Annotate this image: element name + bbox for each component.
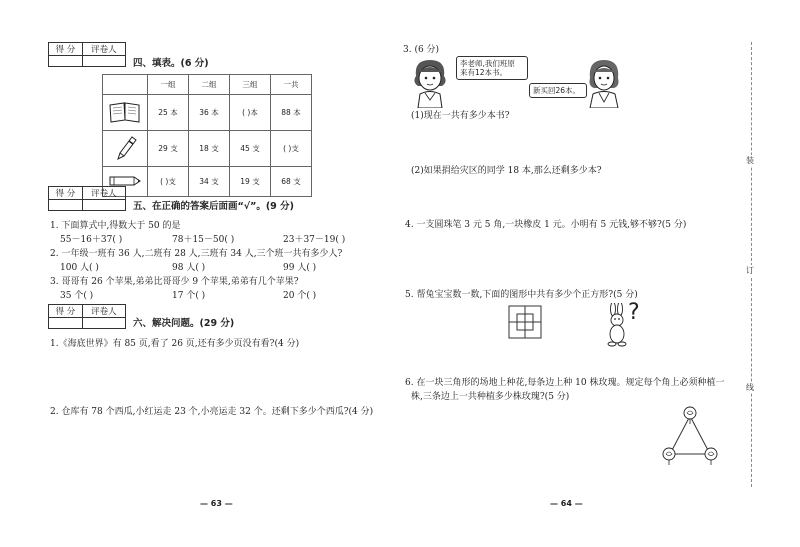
bubble-line: 李老师,我们班原 (460, 59, 515, 68)
answer-option[interactable]: 35 个( ) (60, 291, 94, 301)
question-text: 1.《海底世界》有 85 页,看了 26 页,还有多少页没有看?(4 分) (50, 339, 300, 349)
table-header: 一共 (271, 75, 312, 95)
page-number: — 63 — (200, 499, 233, 508)
table-header: 三组 (230, 75, 271, 95)
table-cell: 45 支 (230, 131, 271, 167)
answer-option[interactable]: 17 个( ) (172, 291, 206, 301)
table-blank-cell[interactable]: ( )支 (148, 167, 189, 197)
question-text: 4. 一支圆珠笔 3 元 5 角,一块橡皮 1 元。小明有 5 元钱,够不够?(5 分) (405, 220, 687, 230)
table-row (103, 131, 312, 167)
margin-label: 订 (746, 266, 754, 275)
answer-option[interactable]: 55－16＋37( ) (60, 235, 123, 245)
question-text: 1. 下面算式中,得数大于 50 的是 (50, 221, 181, 231)
page-number: — 64 — (550, 499, 583, 508)
table-cell: 36 本 (189, 95, 230, 131)
section5-title: 五、在正确的答案后面画“√”。(9 分) (133, 201, 294, 212)
section4-title: 四、填表。(6 分) (133, 58, 209, 69)
rose-icon (684, 407, 696, 424)
bubble-line: 新买回26本。 (533, 86, 581, 95)
section6-title: 六、解决问题。(29 分) (133, 318, 235, 329)
grader-label: 评卷人 (82, 43, 125, 56)
score-label: 得 分 (49, 43, 83, 56)
score-box (48, 304, 126, 329)
question-mark: ? (628, 300, 640, 325)
table-cell: 18 支 (189, 131, 230, 167)
margin-label: 线 (746, 383, 754, 392)
score-cell[interactable] (49, 56, 83, 67)
table-header: 一组 (148, 75, 189, 95)
answer-option[interactable]: 100 人( ) (60, 263, 99, 273)
answer-option[interactable]: 99 人( ) (283, 263, 317, 273)
table-cell: 29 支 (148, 131, 189, 167)
table-row (103, 167, 312, 197)
table-cell: 88 本 (271, 95, 312, 131)
score-label: 得 分 (49, 305, 83, 318)
book-icon (103, 95, 148, 131)
table-blank-cell[interactable]: ( )本 (230, 95, 271, 131)
score-box (48, 42, 126, 67)
score-cell[interactable] (49, 200, 83, 211)
score-box (48, 186, 126, 211)
table-cell: 68 支 (271, 167, 312, 197)
question-text: 株,三条边上一共种植多少株玫瑰?(5 分) (411, 392, 570, 402)
score-cell[interactable] (49, 318, 83, 329)
rabbit-icon (603, 303, 631, 347)
table-row (103, 95, 312, 131)
sub-question: (2)如果捐给灾区的同学 18 本,那么还剩多少本? (411, 166, 602, 176)
table-blank-cell[interactable]: ( )支 (271, 131, 312, 167)
bubble-line: 来有12本书。 (460, 68, 508, 77)
table-cell: 34 支 (189, 167, 230, 197)
table-cell: 25 本 (148, 95, 189, 131)
answer-option[interactable]: 23＋37－19( ) (283, 235, 346, 245)
grader-label: 评卷人 (82, 187, 125, 200)
rose-triangle-figure (660, 404, 720, 466)
squares-figure (508, 305, 542, 339)
question-text: 3. 哥哥有 26 个苹果,弟弟比哥哥少 9 个苹果,弟弟有几个苹果? (50, 277, 299, 287)
table-header: 二组 (189, 75, 230, 95)
grader-label: 评卷人 (82, 305, 125, 318)
question-title: 3. (6 分) (403, 45, 440, 55)
margin-label: 装 (746, 156, 754, 165)
question-text: 2. 仓库有 78 个西瓜,小红运走 23 个,小亮运走 32 个。还剩下多少个西瓜?(4 分) (50, 407, 374, 417)
answer-option[interactable]: 20 个( ) (283, 291, 317, 301)
table-header-empty (103, 75, 148, 95)
answer-option[interactable]: 98 人( ) (172, 263, 206, 273)
speech-bubble (456, 56, 528, 80)
question-text: 2. 一年级一班有 36 人,二班有 28 人,三班有 34 人,三个班一共有多少人? (50, 249, 343, 259)
grader-cell[interactable] (82, 318, 125, 329)
rose-icon (705, 448, 717, 465)
question-text: 6. 在一块三角形的场地上种花,每条边上种 10 株玫瑰。规定每个角上必须种植一 (405, 378, 725, 388)
table-cell: 19 支 (230, 167, 271, 197)
grader-cell[interactable] (82, 200, 125, 211)
answer-option[interactable]: 78＋15－50( ) (172, 235, 235, 245)
pen-icon (103, 131, 148, 167)
question-text: 5. 帮兔宝宝数一数,下面的图形中共有多少个正方形?(5 分) (405, 290, 638, 300)
score-label: 得 分 (49, 187, 83, 200)
fill-table (102, 74, 312, 197)
grader-cell[interactable] (82, 56, 125, 67)
girl-student-icon (408, 56, 454, 108)
rose-icon (663, 448, 675, 465)
sub-question: (1)现在一共有多少本书? (411, 111, 510, 121)
teacher-icon (580, 56, 628, 108)
speech-bubble (529, 83, 587, 98)
